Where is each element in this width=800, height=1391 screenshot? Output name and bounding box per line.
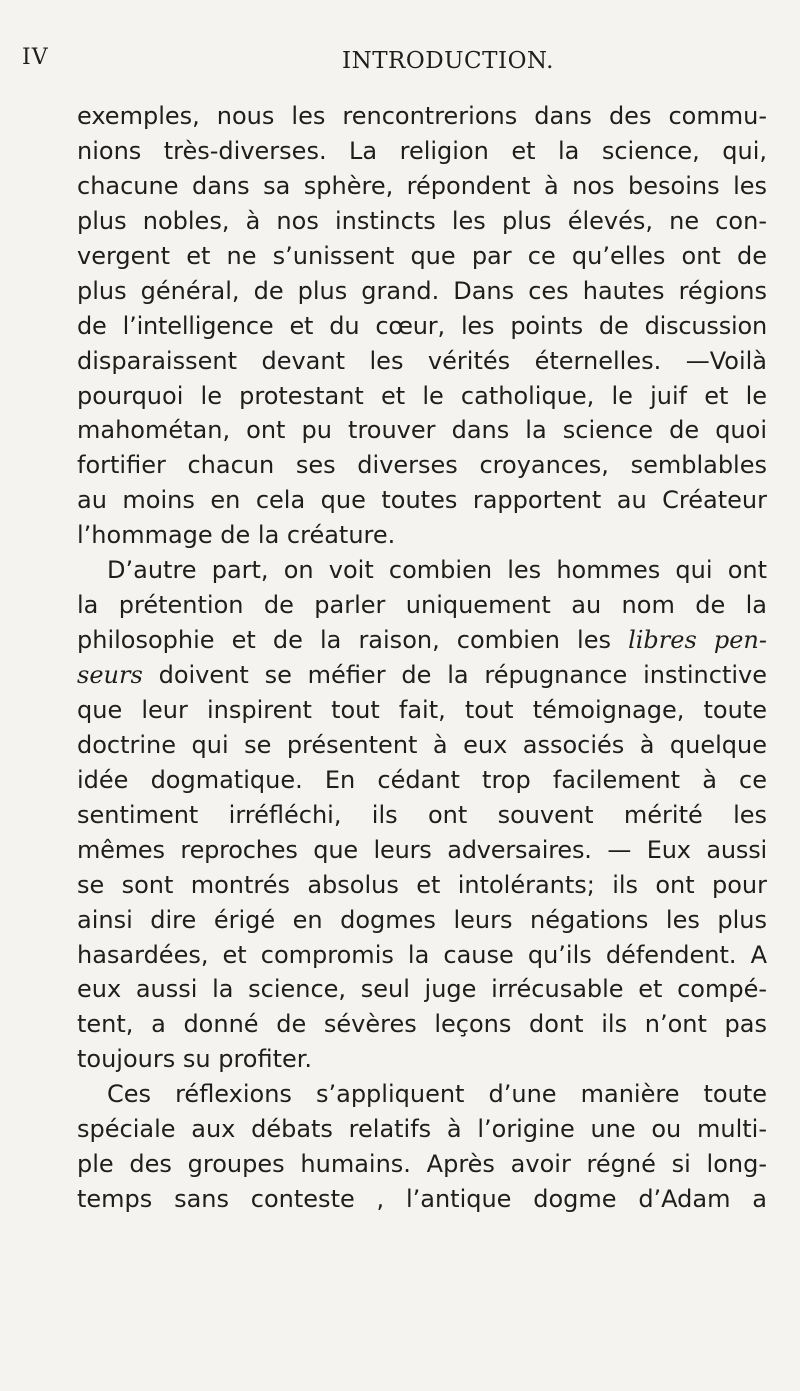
text-line: temps sans conteste , l’antique dogme d’Adam a xyxy=(77,1185,767,1214)
text-line: mêmes reproches que leurs adversaires. — Eux aussi xyxy=(77,835,767,864)
text-line: que leur inspirent tout fait, tout témoignage, toute xyxy=(77,695,767,724)
body-text xyxy=(77,99,767,1217)
page-number: IV xyxy=(22,45,49,70)
text-line-with-italic xyxy=(77,658,767,693)
text-line: l’hommage de la créature. xyxy=(77,521,396,550)
text-line-with-italic xyxy=(77,623,767,658)
text-line: ainsi dire érigé en dogmes leurs négations les plus xyxy=(77,905,767,934)
text-line: au moins en cela que toutes rapportent au Créateur xyxy=(77,486,767,515)
text-line: eux aussi la science, seul juge irrécusable et compé- xyxy=(77,975,767,1004)
text-line: plus général, de plus grand. Dans ces hautes régions xyxy=(77,276,767,305)
text-line: tent, a donné de sévères leçons dont ils n’ont pas xyxy=(77,1010,767,1039)
page-header xyxy=(0,0,800,90)
text-line: toujours su profiter. xyxy=(77,1045,313,1074)
text-line: pourquoi le protestant et le catholique, le juif et le xyxy=(77,381,767,410)
text-line: chacune dans sa sphère, répondent à nos besoins les xyxy=(77,171,767,200)
line-text: philosophie et de la raison, combien les xyxy=(77,626,611,655)
text-line: plus nobles, à nos instincts les plus élevés, ne con- xyxy=(77,206,767,235)
text-line: se sont montrés absolus et intolérants; ils ont pour xyxy=(77,870,767,899)
text-line: hasardées, et compromis la cause qu’ils défendent. A xyxy=(77,940,767,969)
text-line: mahométan, ont pu trouver dans la science de quoi xyxy=(77,416,767,445)
line-text: doivent se méfier de la répugnance instinctive xyxy=(158,661,767,689)
text-line: sentiment irréfléchi, ils ont souvent mérité les xyxy=(77,800,767,829)
text-line: la prétention de parler uniquement au nom de la xyxy=(77,591,767,620)
text-line: idée dogmatique. En cédant trop facilement à ce xyxy=(77,765,767,794)
paragraph-start-line: D’autre part, on voit combien les hommes qui ont xyxy=(107,556,767,585)
text-line: ple des groupes humains. Après avoir régné si long- xyxy=(77,1150,767,1179)
text-line: doctrine qui se présentent à eux associés à quelque xyxy=(77,730,767,759)
text-line: fortifier chacun ses diverses croyances, semblables xyxy=(77,451,767,480)
italic-word: seurs xyxy=(77,661,143,689)
text-line: disparaissent devant les vérités éternelles. —Voilà xyxy=(77,346,767,375)
running-title: INTRODUCTION. xyxy=(342,48,554,74)
text-line: nions très-diverses. La religion et la science, qui, xyxy=(77,136,767,165)
text-line: spéciale aux débats relatifs à l’origine une ou multi- xyxy=(77,1115,767,1144)
paragraph-start-line: Ces réflexions s’appliquent d’une manière toute xyxy=(107,1080,767,1109)
italic-phrase: libres pen- xyxy=(628,626,767,655)
text-line: de l’intelligence et du cœur, les points de discussion xyxy=(77,311,767,340)
text-line: exemples, nous les rencontrerions dans des commu- xyxy=(77,102,767,130)
text-line: vergent et ne s’unissent que par ce qu’elles ont de xyxy=(77,241,767,270)
